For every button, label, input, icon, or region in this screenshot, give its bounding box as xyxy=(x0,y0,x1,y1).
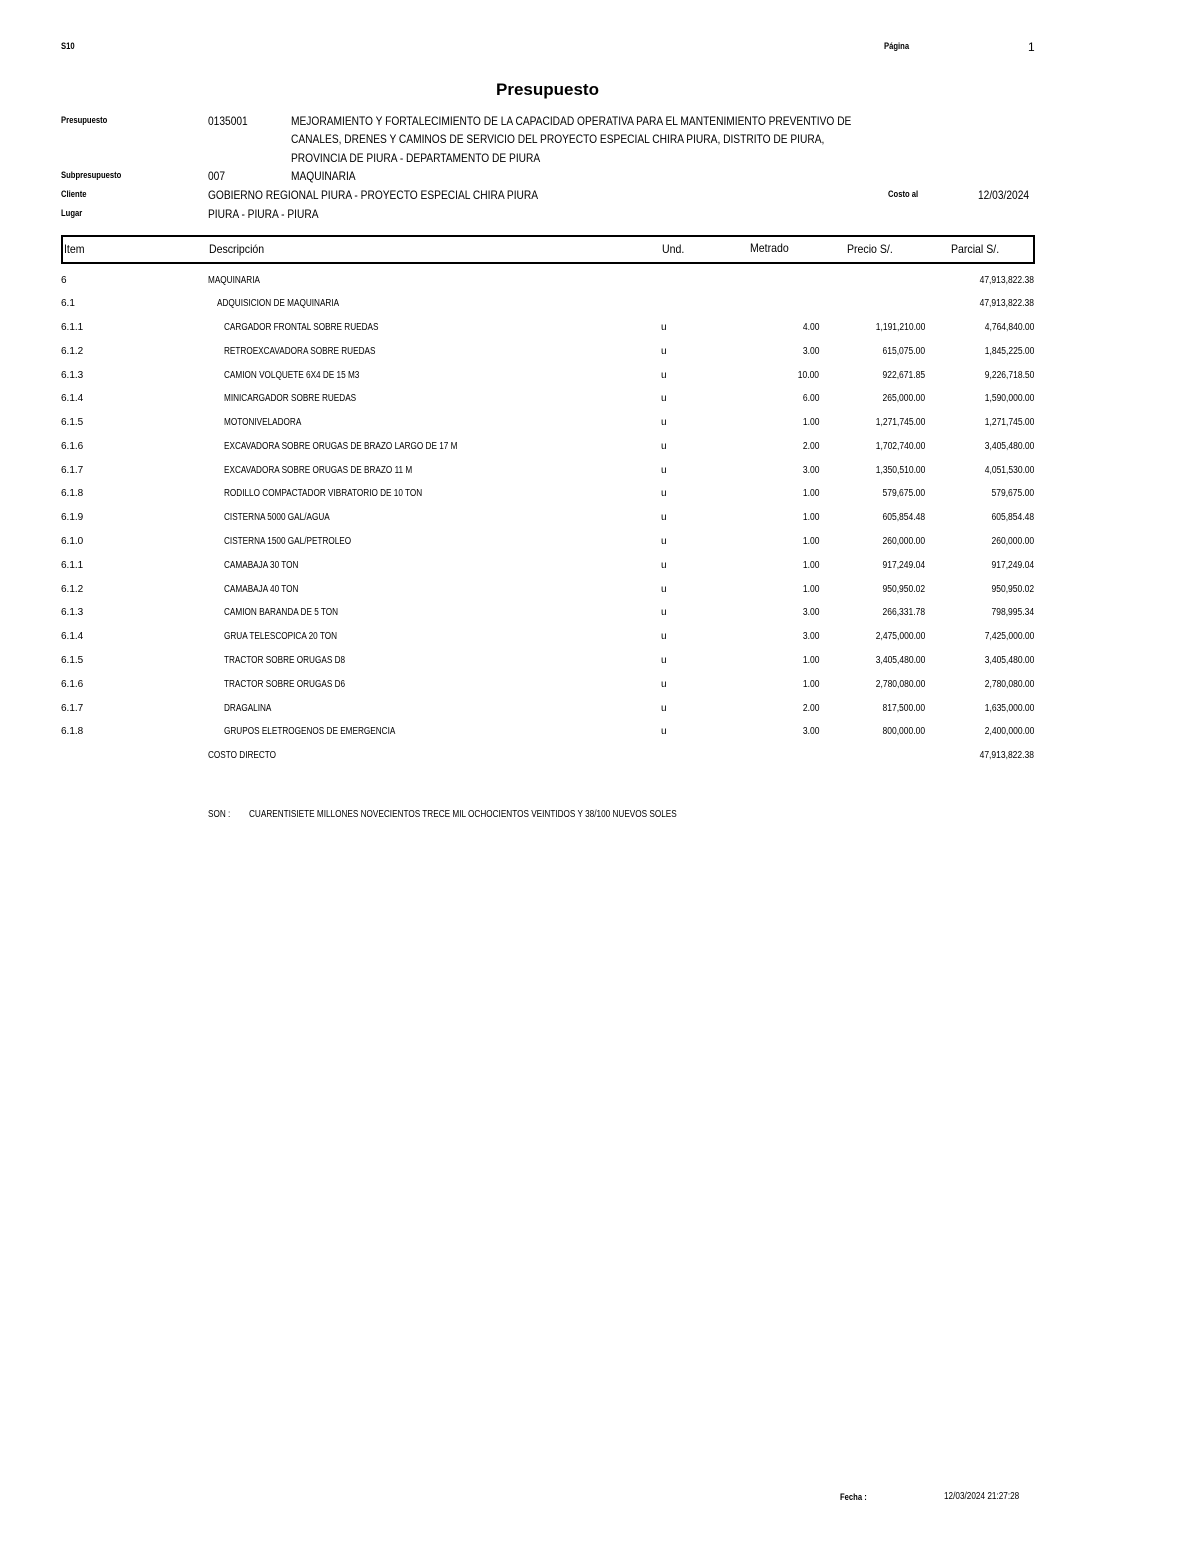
presupuesto-label: Presupuesto xyxy=(61,115,108,125)
header-metrado: Metrado xyxy=(750,241,789,255)
table-row xyxy=(0,441,1200,464)
header-und: Und. xyxy=(662,242,685,256)
row-metrado: 1.00 xyxy=(802,536,819,547)
row-und: u xyxy=(661,536,667,547)
row-description: CAMABAJA 40 TON xyxy=(224,584,299,595)
row-precio: 1,702,740.00 xyxy=(875,441,925,452)
page-title: Presupuesto xyxy=(496,80,599,99)
row-description: CAMION VOLQUETE 6X4 DE 15 M3 xyxy=(224,370,360,381)
table-row xyxy=(0,726,1200,749)
row-metrado: 6.00 xyxy=(802,393,819,404)
row-precio: 3,405,480.00 xyxy=(875,655,925,666)
row-metrado: 1.00 xyxy=(802,584,819,595)
row-metrado: 1.00 xyxy=(802,679,819,690)
cliente-label: Cliente xyxy=(61,189,87,199)
header-descripcion: Descripción xyxy=(209,242,265,256)
row-item: 6.1.8 xyxy=(61,726,84,737)
row-metrado: 10.00 xyxy=(797,370,819,381)
row-description: TRACTOR SOBRE ORUGAS D8 xyxy=(224,655,346,666)
header-precio: Precio S/. xyxy=(847,242,893,256)
presupuesto-description-line1: MEJORAMIENTO Y FORTALECIMIENTO DE LA CAPACIDAD OPERATIVA PARA EL MANTENIMIENTO PREVENTIVO DE xyxy=(291,114,852,128)
row-item: 6.1.5 xyxy=(61,655,84,666)
row-metrado: 1.00 xyxy=(802,655,819,666)
row-metrado: 3.00 xyxy=(802,465,819,476)
row-precio: 265,000.00 xyxy=(882,393,925,404)
row-precio: 605,854.48 xyxy=(882,512,925,523)
row-parcial: 605,854.48 xyxy=(991,512,1034,523)
row-parcial: 2,780,080.00 xyxy=(984,679,1034,690)
row-und: u xyxy=(661,370,667,381)
row-precio: 1,350,510.00 xyxy=(875,465,925,476)
table-row xyxy=(0,393,1200,416)
row-item: 6.1.2 xyxy=(61,346,84,357)
subpresupuesto-code: 007 xyxy=(208,169,226,183)
row-description: RETROEXCAVADORA SOBRE RUEDAS xyxy=(224,346,376,357)
row-metrado: 3.00 xyxy=(802,346,819,357)
subgroup-description: ADQUISICION DE MAQUINARIA xyxy=(217,298,340,309)
son-text: CUARENTISIETE MILLONES NOVECIENTOS TRECE MIL OCHOCIENTOS VEINTIDOS Y 38/100 NUEVOS SOLES xyxy=(249,809,677,820)
row-description: CARGADOR FRONTAL SOBRE RUEDAS xyxy=(224,322,379,333)
row-item: 6.1.7 xyxy=(61,465,84,476)
row-item: 6.1.6 xyxy=(61,679,84,690)
row-parcial: 7,425,000.00 xyxy=(984,631,1034,642)
row-precio: 1,191,210.00 xyxy=(875,322,925,333)
row-description: MINICARGADOR SOBRE RUEDAS xyxy=(224,393,357,404)
row-und: u xyxy=(661,346,667,357)
row-und: u xyxy=(661,584,667,595)
fecha-value: 12/03/2024 21:27:28 xyxy=(944,1491,1020,1502)
row-parcial: 1,845,225.00 xyxy=(984,346,1034,357)
presupuesto-description-line2: CANALES, DRENES Y CAMINOS DE SERVICIO DEL PROYECTO ESPECIAL CHIRA PIURA, DISTRITO DE PIURA, xyxy=(291,132,825,146)
row-parcial: 950,950.02 xyxy=(991,584,1034,595)
row-precio: 579,675.00 xyxy=(882,488,925,499)
row-description: EXCAVADORA SOBRE ORUGAS DE BRAZO LARGO DE 17 M xyxy=(224,441,458,452)
row-precio: 817,500.00 xyxy=(882,703,925,714)
row-description: CISTERNA 1500 GAL/PETROLEO xyxy=(224,536,352,547)
cliente-value: GOBIERNO REGIONAL PIURA - PROYECTO ESPECIAL CHIRA PIURA xyxy=(208,188,539,202)
row-precio: 2,780,080.00 xyxy=(875,679,925,690)
row-precio: 615,075.00 xyxy=(882,346,925,357)
row-description: CAMABAJA 30 TON xyxy=(224,560,299,571)
table-row xyxy=(0,655,1200,678)
row-precio: 1,271,745.00 xyxy=(875,417,925,428)
row-parcial: 9,226,718.50 xyxy=(984,370,1034,381)
row-parcial: 1,635,000.00 xyxy=(984,703,1034,714)
row-und: u xyxy=(661,726,667,737)
row-description: TRACTOR SOBRE ORUGAS D6 xyxy=(224,679,346,690)
table-row xyxy=(0,322,1200,345)
row-precio: 917,249.04 xyxy=(882,560,925,571)
row-description: EXCAVADORA SOBRE ORUGAS DE BRAZO 11 M xyxy=(224,465,413,476)
table-row xyxy=(0,536,1200,559)
fecha-label: Fecha : xyxy=(840,1492,867,1502)
total-label: COSTO DIRECTO xyxy=(208,750,277,761)
lugar-value: PIURA - PIURA - PIURA xyxy=(208,207,319,221)
table-row xyxy=(0,607,1200,630)
table-row xyxy=(0,346,1200,369)
row-item: 6.1.9 xyxy=(61,512,84,523)
row-parcial: 260,000.00 xyxy=(991,536,1034,547)
table-row xyxy=(0,465,1200,488)
subgroup-parcial: 47,913,822.38 xyxy=(979,298,1034,309)
row-und: u xyxy=(661,393,667,404)
row-precio: 950,950.02 xyxy=(882,584,925,595)
row-parcial: 1,590,000.00 xyxy=(984,393,1034,404)
report-system-label: S10 xyxy=(61,41,75,51)
row-metrado: 1.00 xyxy=(802,488,819,499)
row-und: u xyxy=(661,560,667,571)
lugar-label: Lugar xyxy=(61,208,83,218)
group-parcial: 47,913,822.38 xyxy=(979,275,1034,286)
group-description: MAQUINARIA xyxy=(208,275,260,286)
row-metrado: 3.00 xyxy=(802,607,819,618)
row-item: 6.1.5 xyxy=(61,417,84,428)
table-row xyxy=(0,631,1200,654)
page-number: 1 xyxy=(1028,40,1035,54)
row-description: CAMION BARANDA DE 5 TON xyxy=(224,607,339,618)
row-parcial: 3,405,480.00 xyxy=(984,441,1034,452)
total-value: 47,913,822.38 xyxy=(979,750,1034,761)
row-parcial: 2,400,000.00 xyxy=(984,726,1034,737)
costo-al-value: 12/03/2024 xyxy=(978,188,1030,202)
row-description: DRAGALINA xyxy=(224,703,272,714)
row-item: 6.1.3 xyxy=(61,370,84,381)
row-und: u xyxy=(661,322,667,333)
row-precio: 260,000.00 xyxy=(882,536,925,547)
row-description: CISTERNA 5000 GAL/AGUA xyxy=(224,512,330,523)
total-row xyxy=(0,750,1200,773)
row-parcial: 4,051,530.00 xyxy=(984,465,1034,476)
table-row xyxy=(0,488,1200,511)
row-metrado: 1.00 xyxy=(802,560,819,571)
presupuesto-code: 0135001 xyxy=(208,114,248,128)
row-und: u xyxy=(661,655,667,666)
son-label: SON : xyxy=(208,809,231,820)
row-item: 6.1.0 xyxy=(61,536,84,547)
row-und: u xyxy=(661,703,667,714)
row-precio: 922,671.85 xyxy=(882,370,925,381)
page-label: Página xyxy=(884,41,910,51)
row-parcial: 798,995.34 xyxy=(991,607,1034,618)
group-row xyxy=(0,275,1200,298)
table-row xyxy=(0,512,1200,535)
row-und: u xyxy=(661,417,667,428)
row-metrado: 1.00 xyxy=(802,512,819,523)
row-parcial: 1,271,745.00 xyxy=(984,417,1034,428)
row-precio: 266,331.78 xyxy=(882,607,925,618)
subpresupuesto-name: MAQUINARIA xyxy=(291,169,356,183)
row-precio: 800,000.00 xyxy=(882,726,925,737)
row-item: 6.1.8 xyxy=(61,488,84,499)
row-description: MOTONIVELADORA xyxy=(224,417,302,428)
row-und: u xyxy=(661,631,667,642)
row-item: 6.1.2 xyxy=(61,584,84,595)
table-row xyxy=(0,584,1200,607)
row-und: u xyxy=(661,512,667,523)
row-metrado: 1.00 xyxy=(802,417,819,428)
row-metrado: 2.00 xyxy=(802,441,819,452)
row-metrado: 3.00 xyxy=(802,631,819,642)
table-row xyxy=(0,560,1200,583)
row-item: 6.1.7 xyxy=(61,703,84,714)
row-precio: 2,475,000.00 xyxy=(875,631,925,642)
row-und: u xyxy=(661,607,667,618)
row-metrado: 2.00 xyxy=(802,703,819,714)
row-metrado: 4.00 xyxy=(802,322,819,333)
row-item: 6.1.6 xyxy=(61,441,84,452)
row-und: u xyxy=(661,465,667,476)
subgroup-item: 6.1 xyxy=(61,298,75,309)
row-description: RODILLO COMPACTADOR VIBRATORIO DE 10 TON xyxy=(224,488,423,499)
row-parcial: 4,764,840.00 xyxy=(984,322,1034,333)
row-metrado: 3.00 xyxy=(802,726,819,737)
header-item: Item xyxy=(64,242,85,256)
row-parcial: 917,249.04 xyxy=(991,560,1034,571)
row-item: 6.1.1 xyxy=(61,322,84,333)
subpresupuesto-label: Subpresupuesto xyxy=(61,170,122,180)
row-item: 6.1.4 xyxy=(61,631,84,642)
header-parcial: Parcial S/. xyxy=(951,242,1000,256)
presupuesto-description-line3: PROVINCIA DE PIURA - DEPARTAMENTO DE PIURA xyxy=(291,151,541,165)
row-und: u xyxy=(661,441,667,452)
row-parcial: 579,675.00 xyxy=(991,488,1034,499)
table-row xyxy=(0,370,1200,393)
subgroup-row xyxy=(0,298,1200,321)
row-description: GRUA TELESCOPICA 20 TON xyxy=(224,631,338,642)
row-und: u xyxy=(661,679,667,690)
row-parcial: 3,405,480.00 xyxy=(984,655,1034,666)
costo-al-label: Costo al xyxy=(888,189,919,199)
row-und: u xyxy=(661,488,667,499)
group-item: 6 xyxy=(61,275,67,286)
table-row xyxy=(0,703,1200,726)
row-item: 6.1.4 xyxy=(61,393,84,404)
row-description: GRUPOS ELETROGENOS DE EMERGENCIA xyxy=(224,726,396,737)
row-item: 6.1.3 xyxy=(61,607,84,618)
row-item: 6.1.1 xyxy=(61,560,84,571)
table-row xyxy=(0,417,1200,440)
table-row xyxy=(0,679,1200,702)
